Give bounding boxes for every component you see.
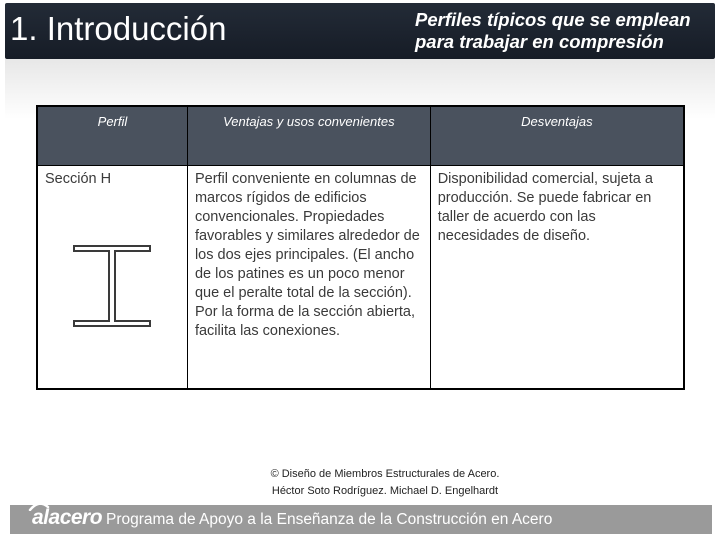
- h-section-icon: [73, 245, 153, 327]
- table-row: [37, 166, 684, 390]
- alacero-logo: alacero: [32, 506, 103, 529]
- subtitle-line-2: para trabajar en compresión: [415, 31, 664, 52]
- section-title: 1. Introducción: [10, 10, 227, 47]
- program-name: Programa de Apoyo a la Enseñanza de la Construcción en Acero: [106, 511, 553, 528]
- profile-name: Sección H: [45, 171, 112, 187]
- advantages-cell: Perfil conveniente en columnas de marcos rígidos de edificios convencionales. Propiedades favorables y similares alrededor de los dos ejes principales. (El ancho de los patines es un poco menor que el peralte total de la sección). Por la forma de la sección abierta, facilita las conexiones.: [187, 166, 430, 390]
- credit-line-1: © Diseño de Miembros Estructurales de Acero.: [270, 468, 500, 480]
- profile-cell: [37, 166, 187, 390]
- footer-credit: [200, 466, 570, 500]
- footer-bar: [10, 505, 712, 534]
- profiles-table: [36, 105, 685, 390]
- column-header-disadvantages: Desventajas: [430, 106, 684, 166]
- slide-subtitle: [415, 9, 720, 53]
- column-header-advantages: Ventajas y usos convenientes: [187, 106, 430, 166]
- table-header-row: [37, 106, 684, 166]
- slide-header: [5, 3, 715, 59]
- column-header-profile: Perfil: [37, 106, 187, 166]
- disadvantages-cell: Disponibilidad comercial, sujeta a producción. Se puede fabricar en taller de acuerdo con las necesidades de diseño.: [430, 166, 684, 390]
- credit-line-2: Héctor Soto Rodríguez. Michael D. Engelhardt: [271, 485, 499, 497]
- subtitle-line-1: Perfiles típicos que se emplean: [415, 9, 691, 30]
